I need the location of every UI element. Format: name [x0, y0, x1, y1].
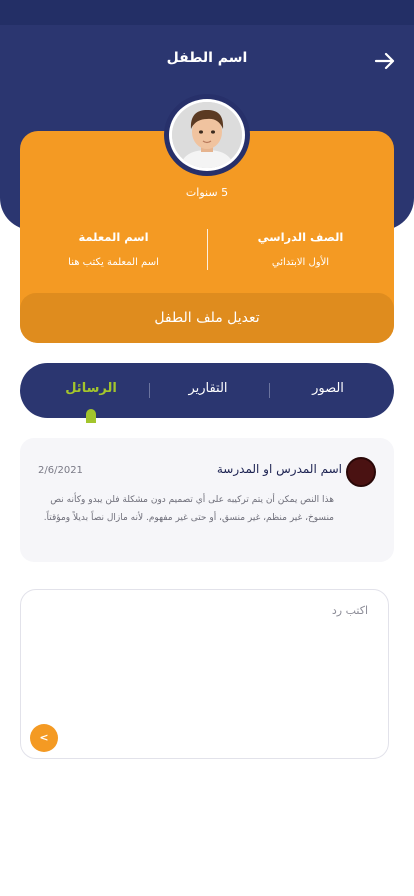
- reply-placeholder: اكتب رد: [331, 604, 368, 617]
- tab-separator: [269, 383, 270, 398]
- message-date: 2/6/2021: [38, 465, 83, 476]
- tab-messages[interactable]: الرسائل: [65, 381, 117, 396]
- child-age: 5 سنوات: [185, 186, 229, 199]
- grade-label: الصف الدراسي: [257, 230, 344, 244]
- send-arrow-icon: <: [39, 731, 49, 744]
- page-title: اسم الطفل: [166, 50, 248, 66]
- status-bar: [0, 0, 414, 25]
- active-tab-indicator: [86, 409, 96, 423]
- tab-separator: [149, 383, 150, 398]
- child-avatar: [164, 94, 250, 176]
- teacher-label: اسم المعلمة: [78, 230, 149, 244]
- teacher-info: [20, 230, 207, 268]
- grade-value: الأول الابتدائي: [271, 257, 330, 268]
- tab-reports[interactable]: التقارير: [188, 381, 228, 396]
- tab-photos[interactable]: الصور: [312, 381, 344, 396]
- grade-info: [207, 230, 394, 268]
- edit-child-profile-button[interactable]: تعديل ملف الطفل: [20, 293, 394, 343]
- info-divider: [207, 229, 208, 270]
- sender-name: اسم المدرس او المدرسة: [216, 462, 342, 476]
- message-item: [20, 438, 394, 562]
- teacher-value: اسم المعلمة يكتب هنا: [68, 257, 159, 268]
- child-photo: [172, 102, 242, 168]
- message-body: هذا النص يمكن أن يتم تركيبه على أي تصميم دون مشكلة فلن يبدو وكأنه نص منسوخ، غير منظم، غير منسق، أو حتى غير مفهوم. لأنه مازال نصاً بديلاً ومؤقتاً.: [43, 495, 334, 523]
- sender-avatar: [346, 457, 376, 487]
- send-button[interactable]: [30, 724, 58, 752]
- reply-input[interactable]: [20, 589, 389, 759]
- section-tabs: [20, 363, 394, 418]
